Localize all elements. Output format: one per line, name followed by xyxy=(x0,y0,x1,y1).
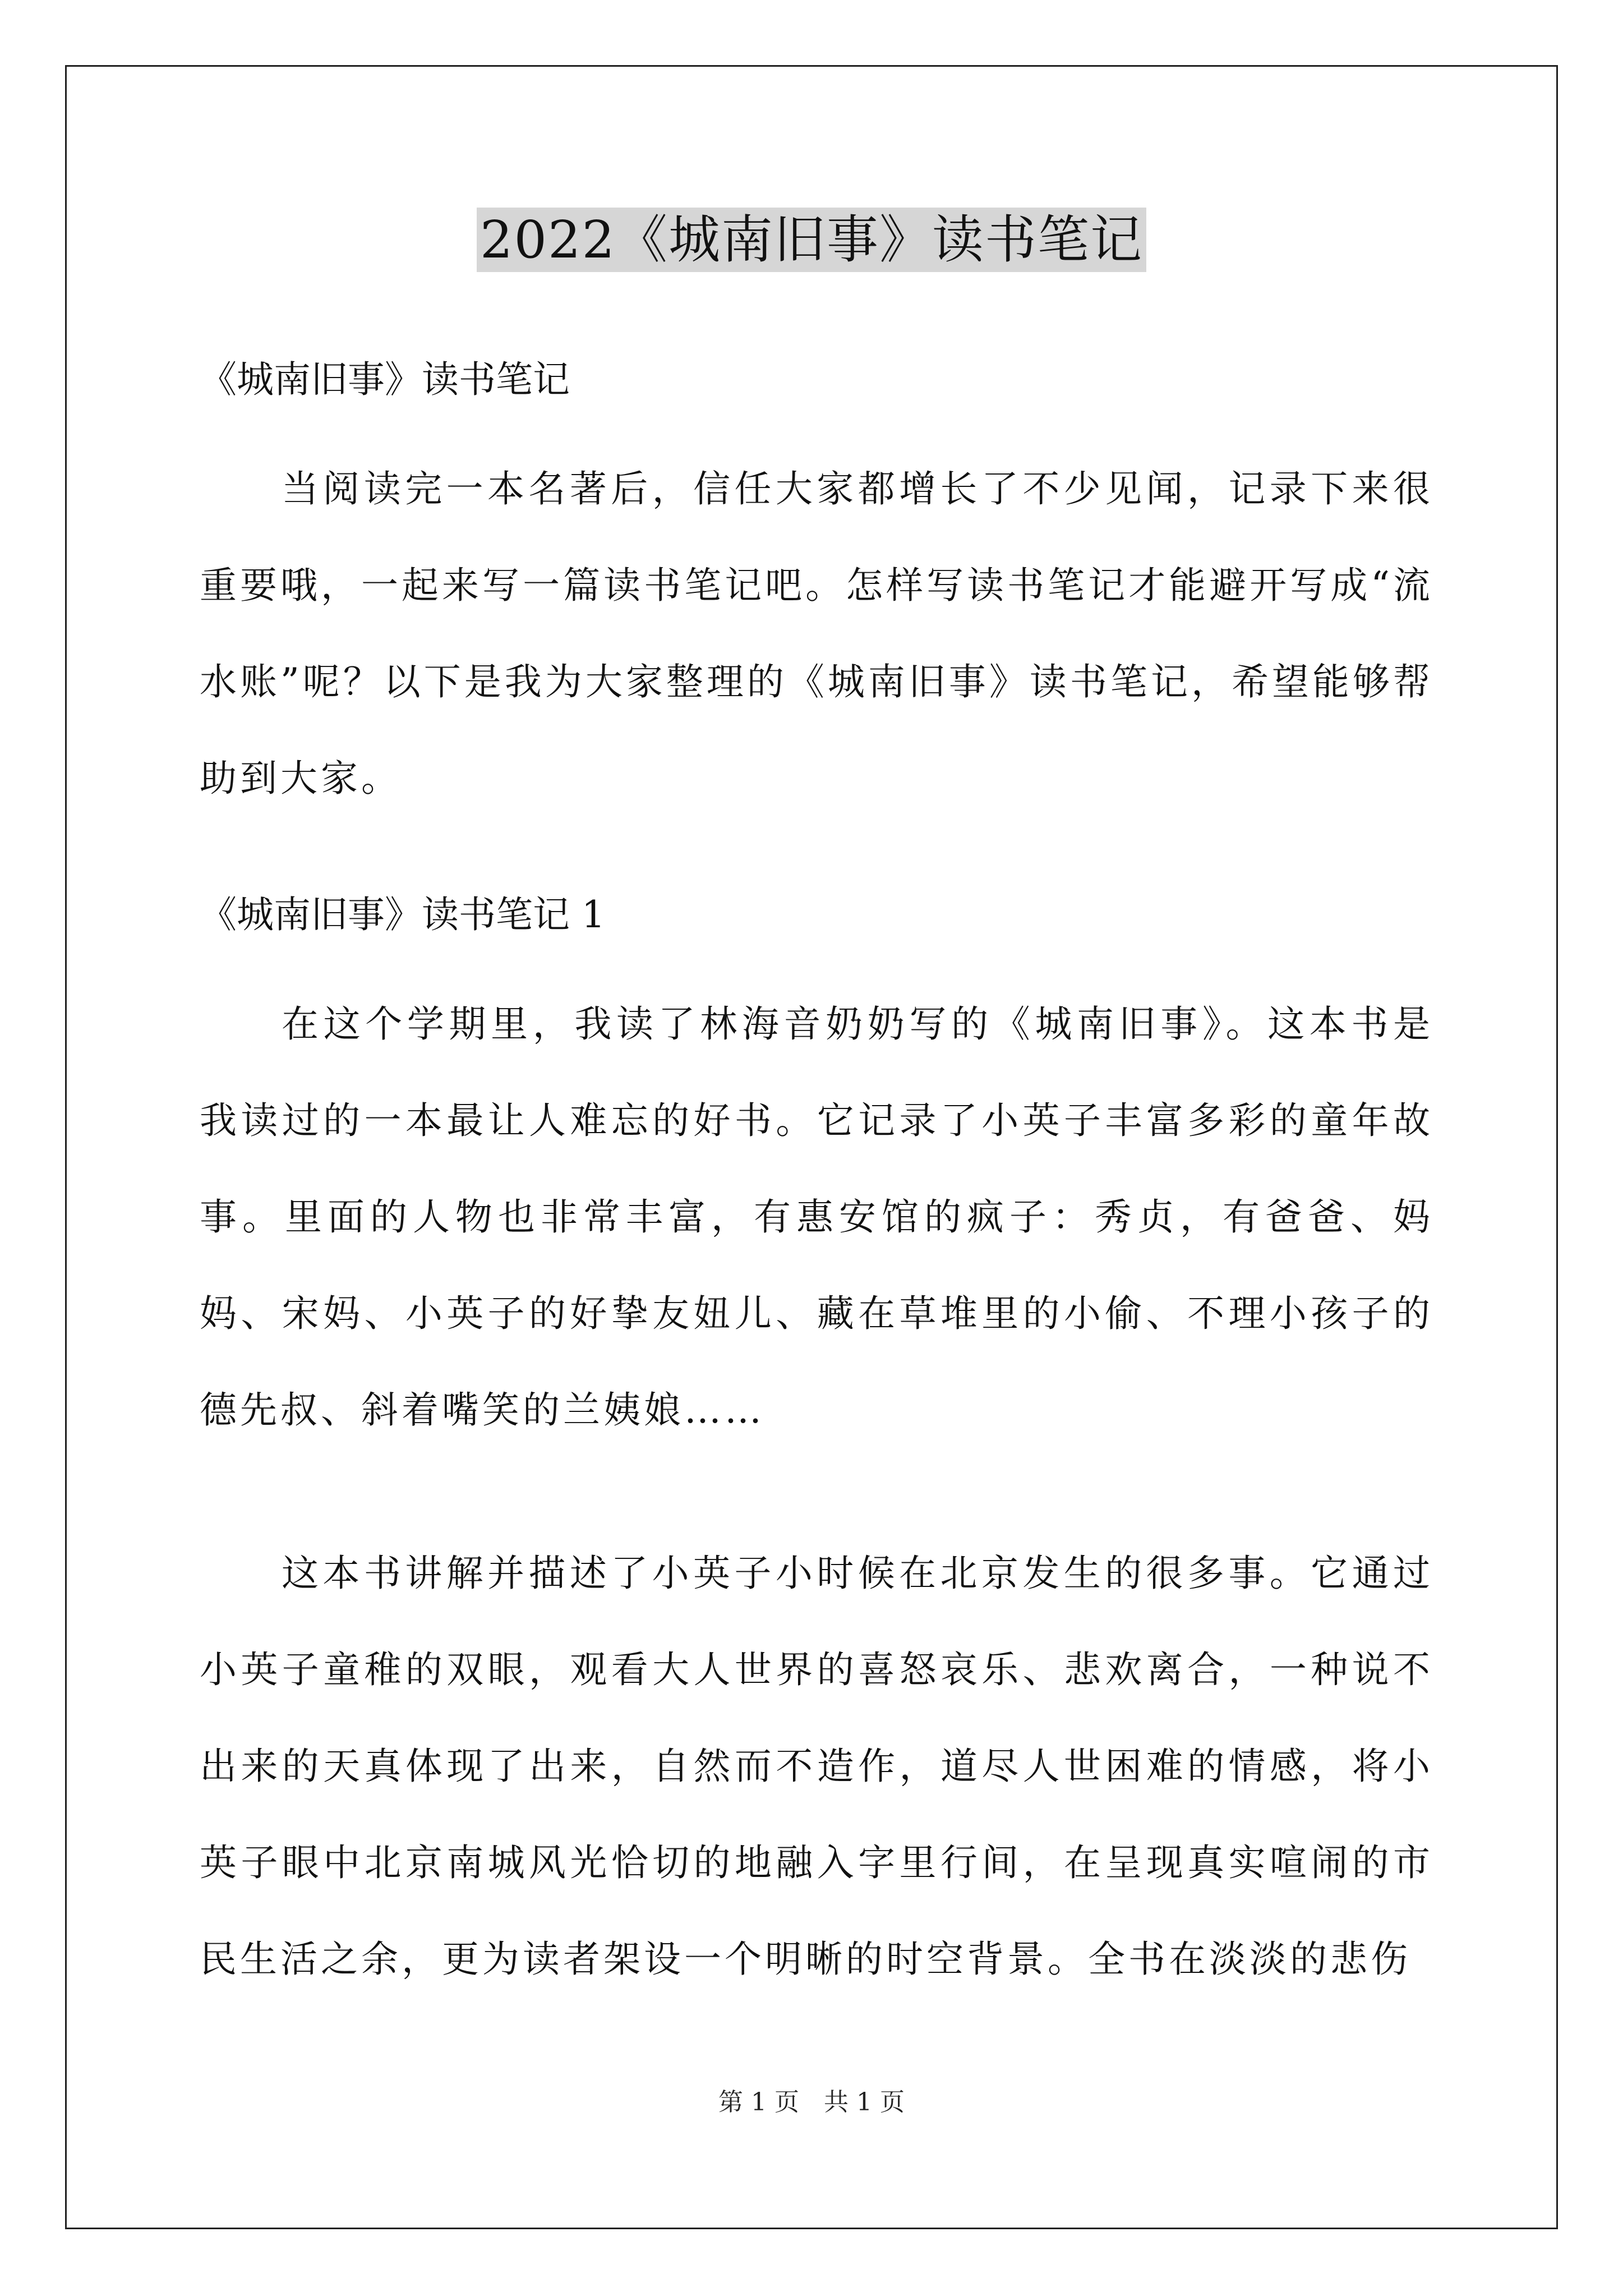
document-title xyxy=(0,201,1623,279)
intro-paragraph: 当阅读完一本名著后，信任大家都增长了不少见闻，记录下来很重要哦，一起来写一篇读书笔记吧。怎样写读书笔记才能避开写成“流水账”呢？以下是我为大家整理的《城南旧事》读书笔记，希望能够帮助到大家。 xyxy=(200,467,1433,800)
section-1-paragraph-2: 这本书讲解并描述了小英子小时候在北京发生的很多事。它通过小英子童稚的双眼，观看大人世界的喜怒哀乐、悲欢离合，一种说不出来的天真体现了出来，自然而不造作，道尽人世困难的情感，将小英子眼中北京南城风光恰切的地融入字里行间，在呈现真实喧闹的市民生活之余，更为读者架设一个明晰的时空背景。全书在淡淡的悲伤 xyxy=(200,1552,1433,1981)
section-heading-1: 《城南旧事》读书笔记 1 xyxy=(200,893,605,936)
intro-heading: 《城南旧事》读书笔记 xyxy=(200,358,570,401)
document-title-text: 2022《城南旧事》读书笔记 xyxy=(477,208,1146,272)
section-1-paragraph-1: 在这个学期里，我读了林海音奶奶写的《城南旧事》。这本书是我读过的一本最让人难忘的好书。它记录了小英子丰富多彩的童年故事。里面的人物也非常丰富，有惠安馆的疯子：秀贞，有爸爸、妈妈、宋妈、小英子的好挚友妞儿、藏在草堆里的小偷、不理小孩子的德先叔、斜着嘴笑的兰姨娘…… xyxy=(200,1002,1433,1432)
page-footer: 第 1 页 共 1 页 xyxy=(718,2088,905,2116)
